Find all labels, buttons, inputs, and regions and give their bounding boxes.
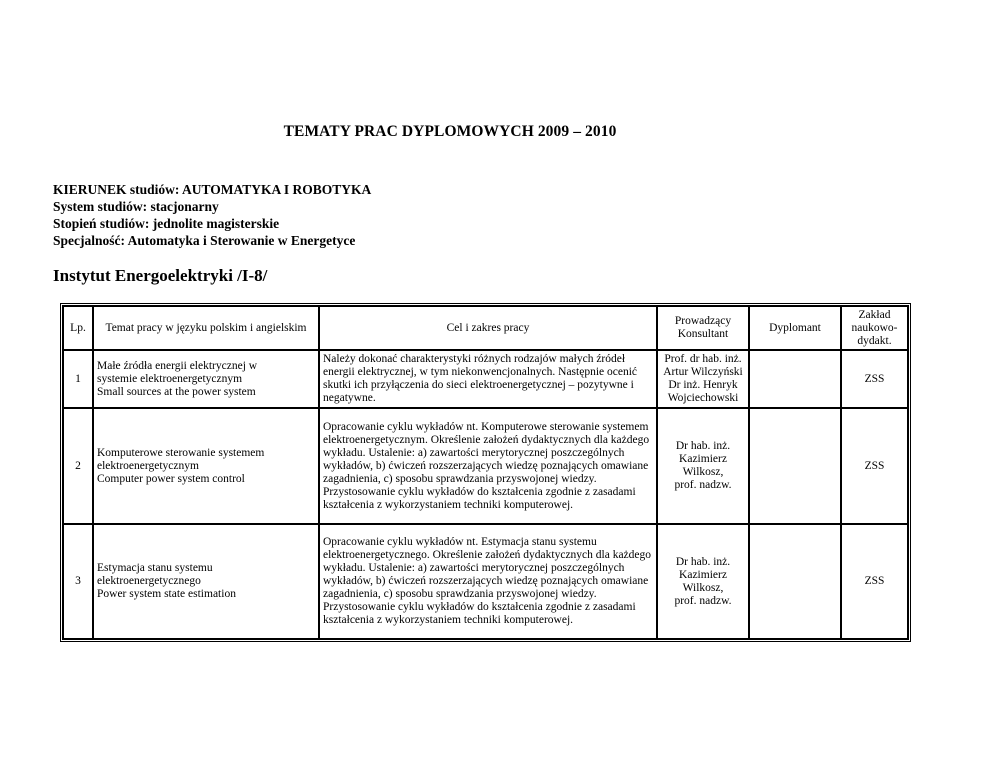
table-row — [63, 524, 908, 639]
header-supervisor — [657, 306, 749, 350]
supervisor-line: Dr hab. inż. — [675, 555, 731, 568]
topics-table — [62, 305, 909, 640]
supervisor-line: Artur Wilczyński — [663, 366, 743, 378]
supervisor-line: Wilkosz, — [682, 581, 724, 594]
cell-department: ZSS — [841, 408, 908, 524]
cell-diploma — [749, 350, 841, 408]
cell-department: ZSS — [841, 350, 908, 408]
cell-lp: 1 — [63, 350, 93, 408]
cell-topic — [93, 524, 319, 639]
header-supervisor-line: Prowadzący — [674, 315, 732, 327]
supervisor-line: Kazimierz — [679, 453, 727, 465]
header-department-line: Zakład — [858, 308, 891, 321]
cell-goal: Należy dokonać charakterystyki różnych rodzajów małych źródeł energii elektrycznej, w tym niekonwencjonalnych. Następnie ocenić skutki ich przyłączenia do sieci elektroenergetycznej – pozytywne i negatywne. — [319, 350, 657, 408]
cell-supervisor — [657, 524, 749, 639]
header-diploma: Dyplomant — [749, 306, 841, 350]
supervisor-line: prof. nadzw. — [674, 479, 732, 491]
cell-goal: Opracowanie cyklu wykładów nt. Komputerowe sterowanie systemem elektroenergetycznym. Określenie założeń dydaktycznych dla każdego wykładu. Ustalenie: a) zawartości merytorycznej poszczególnych wykładów, b) ćwiczeń rozszerzających wiedzę poznających omawiane zagadnienia, c) sposobu sprawdzania przyswojonej wiedzy. Przystosowanie cyklu wykładów do kształcenia zgodnie z zasadami kształcenia z wykorzystaniem techniki komputerowej. — [319, 408, 657, 524]
cell-topic — [93, 408, 319, 524]
supervisor-line: Dr inż. Henryk — [668, 379, 738, 391]
info-field-of-study: KIERUNEK studiów: AUTOMATYKA I ROBOTYKA — [53, 182, 372, 197]
cell-department: ZSS — [841, 524, 908, 639]
supervisor-line: Wojciechowski — [667, 392, 739, 404]
header-topic: Temat pracy w języku polskim i angielskim — [93, 306, 319, 350]
cell-topic — [93, 350, 319, 408]
topic-line: Komputerowe sterowanie systemem — [97, 446, 265, 459]
supervisor-line: Kazimierz — [679, 568, 727, 581]
topic-line: Małe źródła energii elektrycznej w — [97, 359, 258, 372]
topic-line: Small sources at the power system — [97, 385, 256, 398]
header-department-line: dydakt. — [857, 334, 892, 347]
cell-lp: 2 — [63, 408, 93, 524]
institute-heading: Instytut Energoelektryki /I-8/ — [53, 266, 268, 285]
topic-line: Estymacja stanu systemu — [97, 562, 213, 574]
info-study-system: System studiów: stacjonarny — [53, 199, 219, 214]
supervisor-line: Dr hab. inż. — [675, 440, 731, 452]
table-header-row — [63, 306, 908, 350]
study-info — [53, 181, 371, 249]
supervisor-line: prof. nadzw. — [674, 594, 732, 607]
topic-line: Power system state estimation — [97, 588, 236, 600]
info-specialization: Specjalność: Automatyka i Sterowanie w Energetyce — [53, 233, 356, 248]
supervisor-line: Prof. dr hab. inż. — [664, 353, 742, 365]
header-lp: Lp. — [63, 306, 93, 350]
cell-diploma — [749, 524, 841, 639]
topic-line: elektroenergetycznego — [97, 575, 201, 587]
table-row — [63, 408, 908, 524]
document-title: TEMATY PRAC DYPLOMOWYCH 2009 – 2010 — [283, 123, 617, 140]
topic-line: elektroenergetycznym — [97, 459, 199, 472]
table-row — [63, 350, 908, 408]
header-supervisor-line: Konsultant — [677, 328, 729, 340]
cell-supervisor — [657, 350, 749, 408]
cell-supervisor — [657, 408, 749, 524]
header-department — [841, 306, 908, 350]
cell-diploma — [749, 408, 841, 524]
supervisor-line: Wilkosz, — [682, 466, 724, 478]
cell-goal: Opracowanie cyklu wykładów nt. Estymacja stanu systemu elektroenergetycznego. Określenie założeń dydaktycznych dla każdego wykładu. Ustalenie: a) zawartości merytorycznej poszczególnych wykładów, b) ćwiczeń rozszerzających wiedzę poznających omawiane zagadnienia, c) sposobu sprawdzania przyswojonej wiedzy. Przystosowanie cyklu wykładów do kształcenia zgodnie z zasadami kształcenia z wykorzystaniem techniki komputerowej. — [319, 524, 657, 639]
topic-line: Computer power system control — [97, 472, 245, 485]
info-study-degree: Stopień studiów: jednolite magisterskie — [53, 216, 280, 231]
topic-line: systemie elektroenergetycznym — [97, 372, 243, 385]
cell-lp: 3 — [63, 524, 93, 639]
header-goal: Cel i zakres pracy — [319, 306, 657, 350]
header-department-line: naukowo- — [851, 321, 898, 334]
